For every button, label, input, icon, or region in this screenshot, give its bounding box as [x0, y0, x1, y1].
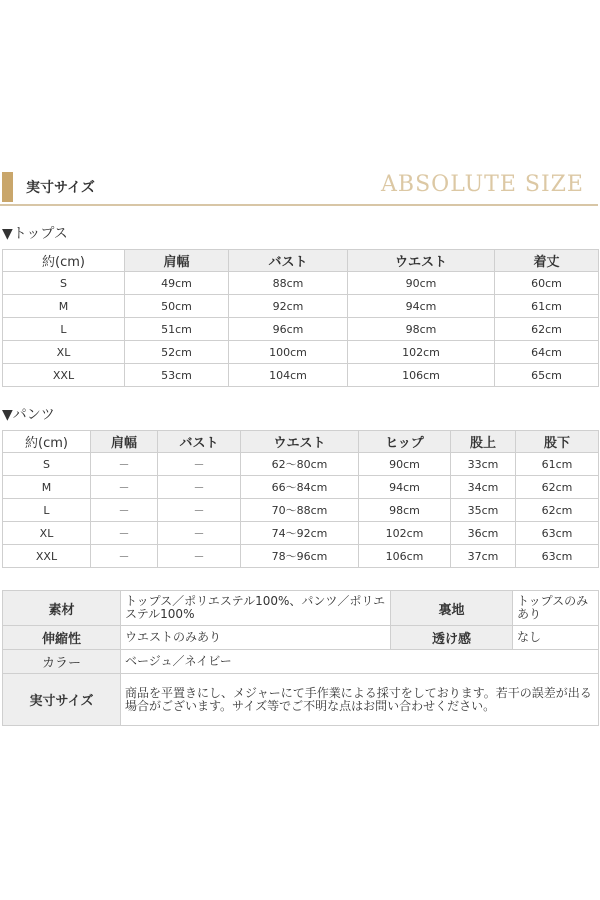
table-cell: 78〜96cm — [241, 545, 359, 568]
table-row — [3, 522, 599, 545]
column-header: 肩幅 — [125, 250, 229, 272]
column-header: 着丈 — [495, 250, 599, 272]
table-cell: 106cm — [359, 545, 451, 568]
table-cell: 33cm — [451, 453, 516, 476]
column-header: 股上 — [451, 431, 516, 453]
color-value: ベージュ／ネイビー — [121, 650, 599, 674]
table-row — [3, 476, 599, 499]
material-label: 素材 — [3, 591, 121, 626]
table-cell: 98cm — [359, 499, 451, 522]
table-cell: － — [91, 545, 158, 568]
table-cell: S — [3, 453, 91, 476]
table-cell: 36cm — [451, 522, 516, 545]
table-cell: 63cm — [516, 545, 599, 568]
tops-size-table — [2, 249, 599, 387]
lining-label: 裏地 — [391, 591, 513, 626]
table-cell: 100cm — [229, 341, 348, 364]
accent-bar — [2, 172, 13, 202]
table-row — [3, 318, 599, 341]
table-cell: 98cm — [348, 318, 495, 341]
table-cell: － — [158, 522, 241, 545]
table-cell: － — [158, 476, 241, 499]
table-cell: L — [3, 318, 125, 341]
tops-label: ▼トップス — [2, 226, 68, 242]
table-cell: － — [91, 476, 158, 499]
table-cell: 106cm — [348, 364, 495, 387]
size-note: 商品を平置きにし、メジャーにて手作業による採寸をしております。若干の誤差が出る場合がございます。サイズ等でご不明な点はお問い合わせください。 — [121, 674, 599, 726]
table-cell: XL — [3, 341, 125, 364]
column-header: ヒップ — [359, 431, 451, 453]
table-cell: 60cm — [495, 272, 599, 295]
table-cell: 61cm — [516, 453, 599, 476]
table-row — [3, 272, 599, 295]
table-cell: 53cm — [125, 364, 229, 387]
lining-value: トップスのみあり — [513, 591, 599, 626]
table-cell: － — [158, 453, 241, 476]
table-cell: 62cm — [495, 318, 599, 341]
section-header — [0, 170, 598, 206]
size-note-label: 実寸サイズ — [3, 674, 121, 726]
table-cell: 64cm — [495, 341, 599, 364]
table-cell: 35cm — [451, 499, 516, 522]
table-cell: 62cm — [516, 476, 599, 499]
section-subtitle: ABSOLUTE SIZE — [381, 172, 584, 197]
table-row — [3, 499, 599, 522]
table-cell: XXL — [3, 545, 91, 568]
table-cell: 102cm — [348, 341, 495, 364]
column-header: 股下 — [516, 431, 599, 453]
column-header: 約(cm) — [3, 250, 125, 272]
table-cell: 90cm — [359, 453, 451, 476]
table-cell: 66〜84cm — [241, 476, 359, 499]
table-cell: － — [158, 499, 241, 522]
table-cell: L — [3, 499, 91, 522]
table-cell: S — [3, 272, 125, 295]
color-label: カラー — [3, 650, 121, 674]
table-cell: XL — [3, 522, 91, 545]
column-header: 肩幅 — [91, 431, 158, 453]
pants-size-table — [2, 430, 599, 568]
table-cell: 104cm — [229, 364, 348, 387]
table-cell: 50cm — [125, 295, 229, 318]
table-cell: M — [3, 295, 125, 318]
table-cell: 94cm — [359, 476, 451, 499]
stretch-label: 伸縮性 — [3, 626, 121, 650]
table-cell: XXL — [3, 364, 125, 387]
table-cell: 90cm — [348, 272, 495, 295]
column-header: ウエスト — [348, 250, 495, 272]
table-cell: － — [91, 522, 158, 545]
table-row — [3, 364, 599, 387]
table-cell: 96cm — [229, 318, 348, 341]
pants-label: ▼パンツ — [2, 407, 55, 423]
table-cell: 34cm — [451, 476, 516, 499]
table-cell: 52cm — [125, 341, 229, 364]
table-row — [3, 341, 599, 364]
table-cell: 94cm — [348, 295, 495, 318]
table-cell: 92cm — [229, 295, 348, 318]
table-cell: 49cm — [125, 272, 229, 295]
table-row — [3, 453, 599, 476]
table-cell: － — [91, 499, 158, 522]
table-cell: 88cm — [229, 272, 348, 295]
table-cell: 61cm — [495, 295, 599, 318]
table-cell: 51cm — [125, 318, 229, 341]
table-cell: 102cm — [359, 522, 451, 545]
column-header: ウエスト — [241, 431, 359, 453]
table-row — [3, 545, 599, 568]
material-value: トップス／ポリエステル100%、パンツ／ポリエステル100% — [121, 591, 391, 626]
sheer-label: 透け感 — [391, 626, 513, 650]
table-cell: 37cm — [451, 545, 516, 568]
column-header: バスト — [229, 250, 348, 272]
column-header: バスト — [158, 431, 241, 453]
table-cell: 63cm — [516, 522, 599, 545]
table-cell: 62cm — [516, 499, 599, 522]
stretch-value: ウエストのみあり — [121, 626, 391, 650]
table-cell: 65cm — [495, 364, 599, 387]
product-info-table — [2, 590, 599, 726]
section-title: 実寸サイズ — [26, 180, 95, 196]
table-cell: － — [91, 453, 158, 476]
table-cell: 62〜80cm — [241, 453, 359, 476]
column-header: 約(cm) — [3, 431, 91, 453]
table-cell: 74〜92cm — [241, 522, 359, 545]
table-cell: 70〜88cm — [241, 499, 359, 522]
sheer-value: なし — [513, 626, 599, 650]
table-cell: － — [158, 545, 241, 568]
table-row — [3, 295, 599, 318]
table-cell: M — [3, 476, 91, 499]
